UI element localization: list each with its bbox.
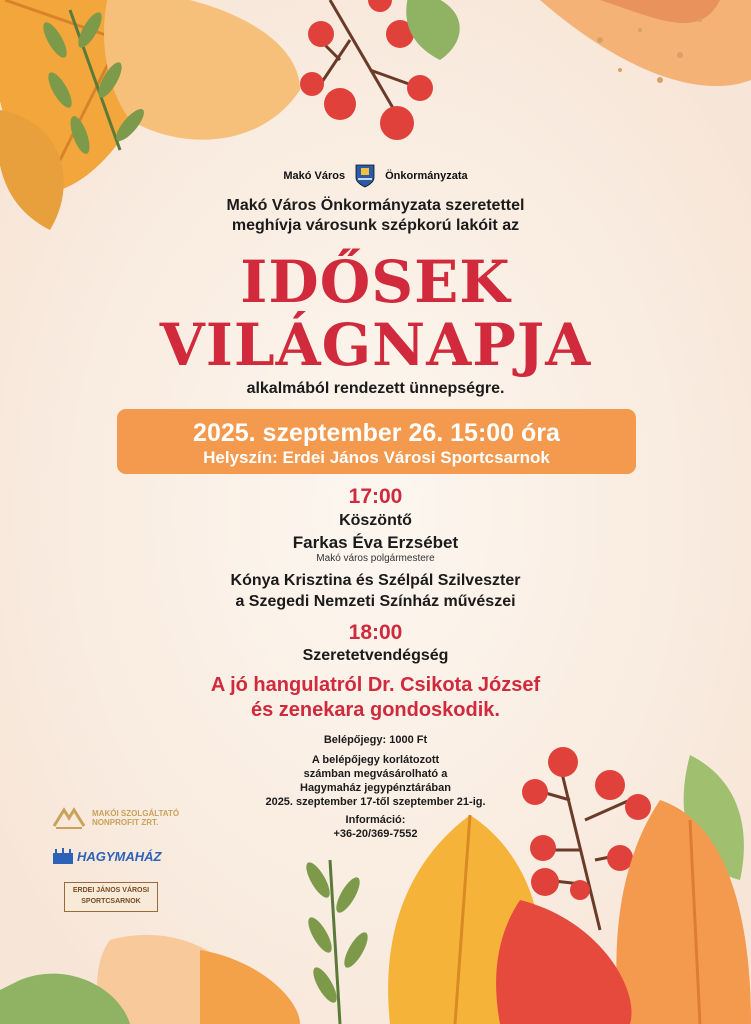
ticket-price: Belépőjegy: 1000 Ft xyxy=(323,734,428,746)
info-label: Információ: xyxy=(345,814,406,826)
mountain-logo-icon xyxy=(52,806,86,830)
event-venue: Helyszín: Erdei János Városi Sportcsarnok xyxy=(203,448,550,467)
header-left-text: Makó Város xyxy=(283,170,346,182)
music-line-1: A jó hangulatról Dr. Csikota József xyxy=(210,674,541,696)
date-venue-banner xyxy=(117,409,636,474)
program-performers-line-1: Kónya Krisztina és Szélpál Szilveszter xyxy=(230,572,521,589)
event-title-line-1: IDŐSEK xyxy=(240,248,511,316)
coat-of-arms-icon xyxy=(355,164,375,188)
logo-3-line-2: SPORTCSARNOK xyxy=(81,898,141,905)
ticket-line-1: A belépőjegy korlátozott xyxy=(311,754,440,766)
event-datetime: 2025. szeptember 26. 15:00 óra xyxy=(193,419,560,447)
intro-text xyxy=(0,196,751,236)
program-time-2: 18:00 xyxy=(348,621,403,644)
event-title-line-2: VILÁGNAPJA xyxy=(159,311,592,379)
program-item-greeting: Köszöntő xyxy=(339,512,412,529)
logo-sportcsarnok xyxy=(64,882,158,912)
ticket-line-4: 2025. szeptember 17-től szeptember 21-ig. xyxy=(265,796,486,808)
ticket-line-3: Hagymaház jegypénztárában xyxy=(300,782,451,794)
logo-makoi-szolgaltato xyxy=(52,806,179,830)
program-performers-line-2: a Szegedi Nemzeti Színház művészei xyxy=(235,593,516,610)
ticket-line-2: számban megvásárolható a xyxy=(303,768,448,780)
program-time-1: 17:00 xyxy=(348,485,403,508)
info-phone: +36-20/369-7552 xyxy=(333,828,418,840)
music-line-2: és zenekara gondoskodik. xyxy=(251,699,500,721)
program-speaker: Farkas Éva Erzsébet xyxy=(292,533,459,552)
intro-line-1: Makó Város Önkormányzata szeretettel xyxy=(226,197,525,214)
intro-line-2: meghívja városunk szépkorú lakóit az xyxy=(231,217,520,234)
program-item-reception: Szeretetvendégség xyxy=(302,647,449,664)
hagymahaz-logo-icon xyxy=(52,847,74,865)
logo-2-text: HAGYMAHÁZ xyxy=(77,848,162,864)
program-speaker-role: Makó város polgármestere xyxy=(316,553,435,564)
logo-3-line-1: ERDEI JÁNOS VÁROSI xyxy=(72,887,150,894)
municipality-header xyxy=(0,163,751,189)
logo-1-line-1: MAKÓI SZOLGÁLTATÓ xyxy=(92,809,180,818)
header-right-text: Önkormányzata xyxy=(385,170,468,182)
event-subtitle: alkalmából rendezett ünnepségre. xyxy=(246,380,505,397)
logo-1-line-2: NONPROFIT ZRT. xyxy=(92,818,159,827)
logo-hagymahaz xyxy=(52,847,162,865)
